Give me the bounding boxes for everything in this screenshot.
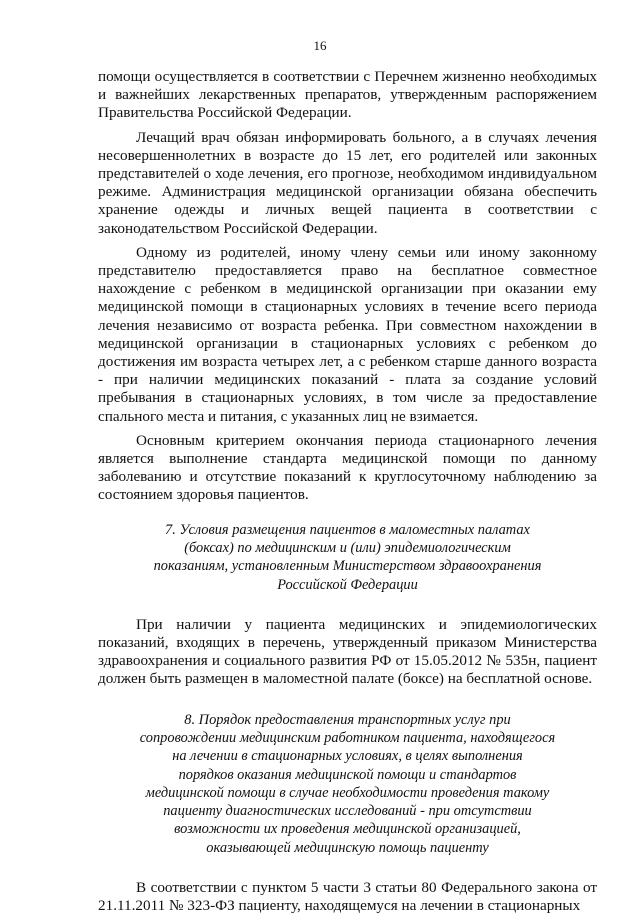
section-7-heading: [98, 521, 597, 594]
paragraph-treatment-end-criteria: Основным критерием окончания периода стационарного лечения является выполнение стандарта медицинской помощи по данному заболеванию и отсутствие показаний к круглосуточному наблюдению за состоянием здоровья пациентов.: [98, 431, 597, 504]
page-number: 16: [313, 38, 327, 53]
section-8-heading-line: сопровождении медицинским работником пациента, находящегося: [139, 729, 556, 746]
section-8-heading-line: 8. Порядок предоставления транспортных услуг при: [184, 711, 511, 728]
paragraph-parent-stay: Одному из родителей, иному члену семьи или иному законному представителю предоставляется право на бесплатное совместное нахождение с ребенком в медицинской организации при оказании ему медицинской помощи в стационарных условиях в течение всего периода лечения независимо от возраста ребенка. При совместном нахождении в медицинской организации в стационарных условиях с ребенком до достижения им возраста четырех лет, а с ребенком старше данного возраста - при наличии медицинских показаний - плата за создание условий пребывания в стационарных условиях, в том числе за предоставление спального места и питания, с указанных лиц не взимается.: [98, 243, 597, 425]
section-8-heading-line: пациенту диагностических исследований - при отсутствии: [163, 803, 532, 820]
section-8-heading-line: возможности их проведения медицинской организацией,: [174, 821, 521, 838]
section-8-heading-line: медицинской помощи в случае необходимости проведения такому: [145, 784, 550, 801]
paragraph-single-room-placement: При наличии у пациента медицинских и эпидемиологических показаний, входящих в перечень, утвержденный приказом Министерства здравоохранения и социального развития РФ от 15.05.2012 № 535н, пациент должен быть размещен в маломестной палате (боксе) на бесплатной основе.: [98, 615, 597, 688]
section-8-heading-line: оказывающей медицинскую помощь пациенту: [206, 839, 489, 856]
section-7-heading-line: 7. Условия размещения пациентов в маломестных палатах: [165, 521, 530, 538]
section-7-heading-line: показаниям, установленным Министерством здравоохранения: [153, 558, 542, 575]
paragraph-medicines-list: помощи осуществляется в соответствии с Перечнем жизненно необходимых и важнейших лекарственных препаратов, утвержденным распоряжением Правительства Российской Федерации.: [98, 68, 597, 122]
section-8-heading-line: на лечении в стационарных условиях, в целях выполнения: [172, 748, 523, 765]
section-7-heading-line: Российской Федерации: [277, 576, 418, 593]
section-8-heading-line: порядков оказания медицинской помощи и стандартов: [178, 766, 517, 783]
section-8-heading: [98, 711, 597, 857]
paragraph-doctor-duties: Лечащий врач обязан информировать больного, а в случаях лечения несовершеннолетних в возрасте до 15 лет, его родителей или законных представителей о ходе лечения, его прогнозе, необходимом индивидуальном режиме. Администрация медицинской организации обязана обеспечить хранение одежды и личных вещей пациента в соответствии с законодательством Российской Федерации.: [98, 128, 597, 237]
document-body: [98, 68, 597, 921]
paragraph-transport-services: В соответствии с пунктом 5 части 3 статьи 80 Федерального закона от 21.11.2011 № 323-ФЗ пациенту, находящемуся на лечении в стационарных: [98, 879, 597, 915]
section-7-heading-line: (боксах) по медицинским и (или) эпидемиологическим: [184, 539, 511, 556]
